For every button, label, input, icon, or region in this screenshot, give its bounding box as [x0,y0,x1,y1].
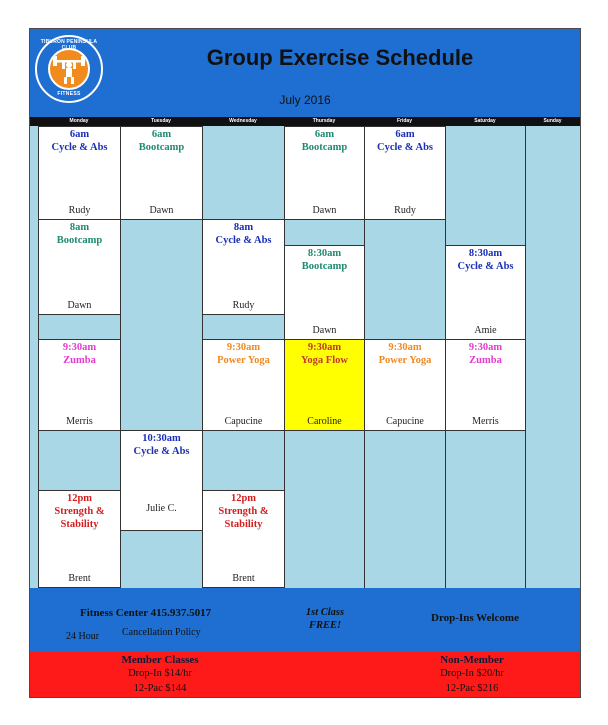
day-saturday: Saturday [474,118,496,124]
first-class-free: 1st Class FREE! [305,607,345,631]
class-instructor: Dawn [149,205,174,216]
class-card-thu-930am [284,339,365,431]
schedule-sheet [29,28,581,698]
class-card-sat-930am [445,339,526,431]
schedule-month: July 2016 [279,93,331,107]
class-instructor: Dawn [312,325,337,336]
member-pac-price: 12-Pac $144 [133,683,187,694]
class-card-mon-12pm [38,490,121,588]
class-time: 6am [69,129,90,140]
class-time: 8am [69,222,90,233]
class-instructor: Brent [232,573,255,584]
class-instructor: Merris [472,416,499,427]
footer-info [30,588,580,652]
class-name: Zumba [63,355,96,366]
class-card-fri-6am [364,126,446,220]
class-instructor: Julie C. [146,503,177,514]
class-card-thu-830am [284,245,365,340]
class-card-thu-6am [284,126,365,220]
class-instructor: Dawn [67,300,92,311]
class-time: 9:30am [226,342,261,353]
class-card-tue-1030am [120,430,203,531]
class-name: Yoga Flow [301,355,348,366]
class-name: Power Yoga [378,355,432,366]
day-wednesday: Wednesday [229,118,257,124]
class-instructor: Rudy [394,205,416,216]
weightlifter-icon [50,50,88,88]
class-time: 9:30am [62,342,97,353]
class-time: 9:30am [388,342,422,353]
empty-slot [284,219,365,246]
pricing-bar [30,652,580,697]
member-dropin-price: Drop-In $14/hr [128,668,192,679]
class-instructor: Amie [474,325,497,336]
class-instructor: Rudy [68,205,91,216]
day-friday: Friday [396,118,412,124]
class-name: Strength & Stability [54,506,105,530]
class-name: Cycle & Abs [215,235,272,246]
empty-slot [38,314,121,340]
class-name: Power Yoga [217,355,270,366]
day-header-bar [30,117,580,126]
schedule-grid [30,126,580,588]
logo-sub-text: FITNESS [57,91,81,97]
class-name: Bootcamp [138,142,185,153]
class-name: Cycle & Abs [133,446,190,457]
class-time: 12pm [230,493,257,504]
class-time: 8:30am [468,248,503,259]
class-card-mon-8am [38,219,121,315]
class-time: 10:30am [142,433,181,444]
class-instructor: Merris [66,416,93,427]
schedule-header [30,29,580,117]
class-time: 9:30am [468,342,503,353]
day-tuesday: Tuesday [151,118,171,124]
fitness-center-phone: Fitness Center 415.937.5017 [80,607,212,619]
class-time: 12pm [66,493,93,504]
class-card-tue-6am [120,126,203,220]
class-name: Bootcamp [301,142,348,153]
class-time: 6am [151,129,172,140]
cancellation-policy: Cancellation Policy [122,627,201,638]
page-title: Group Exercise Schedule [206,45,474,70]
class-time: 6am [395,129,415,140]
class-instructor: Rudy [232,300,255,311]
class-name: Bootcamp [301,261,348,272]
class-instructor: Brent [68,573,91,584]
class-instructor: Dawn [312,205,337,216]
class-card-wed-12pm [202,490,285,588]
nonmember-dropin-price: Drop-In $20/hr [440,668,504,679]
logo-emblem [48,48,90,90]
class-instructor: Capucine [224,416,263,427]
class-time: 6am [314,129,335,140]
class-card-mon-930am [38,339,121,431]
class-card-wed-930am [202,339,285,431]
member-classes-title: Member Classes [121,654,199,666]
class-name: Bootcamp [56,235,103,246]
nonmember-title: Non-Member [440,654,504,666]
class-time: 8am [233,222,254,233]
class-time: 8:30am [307,248,342,259]
class-name: Cycle & Abs [377,142,433,153]
day-thursday: Thursday [312,118,336,124]
nonmember-pac-price: 12-Pac $216 [445,683,499,694]
day-monday: Monday [69,118,89,124]
class-name: Strength & Stability [218,506,269,530]
class-name: Zumba [469,355,502,366]
class-card-mon-6am [38,126,121,220]
empty-slot [202,314,285,340]
day-sunday: Sunday [543,118,562,124]
logo-brand-text: TIBURON PENINSULA [40,39,98,45]
class-card-wed-8am [202,219,285,315]
class-instructor: Capucine [386,416,424,427]
class-card-fri-930am [364,339,446,431]
class-name: Cycle & Abs [457,261,514,272]
class-name: Cycle & Abs [51,142,108,153]
hours-text: 24 Hour [66,631,100,642]
class-instructor: Caroline [307,416,342,427]
drop-ins-welcome: Drop-Ins Welcome [431,612,519,624]
class-card-sat-830am [445,245,526,340]
class-time: 9:30am [307,342,342,353]
